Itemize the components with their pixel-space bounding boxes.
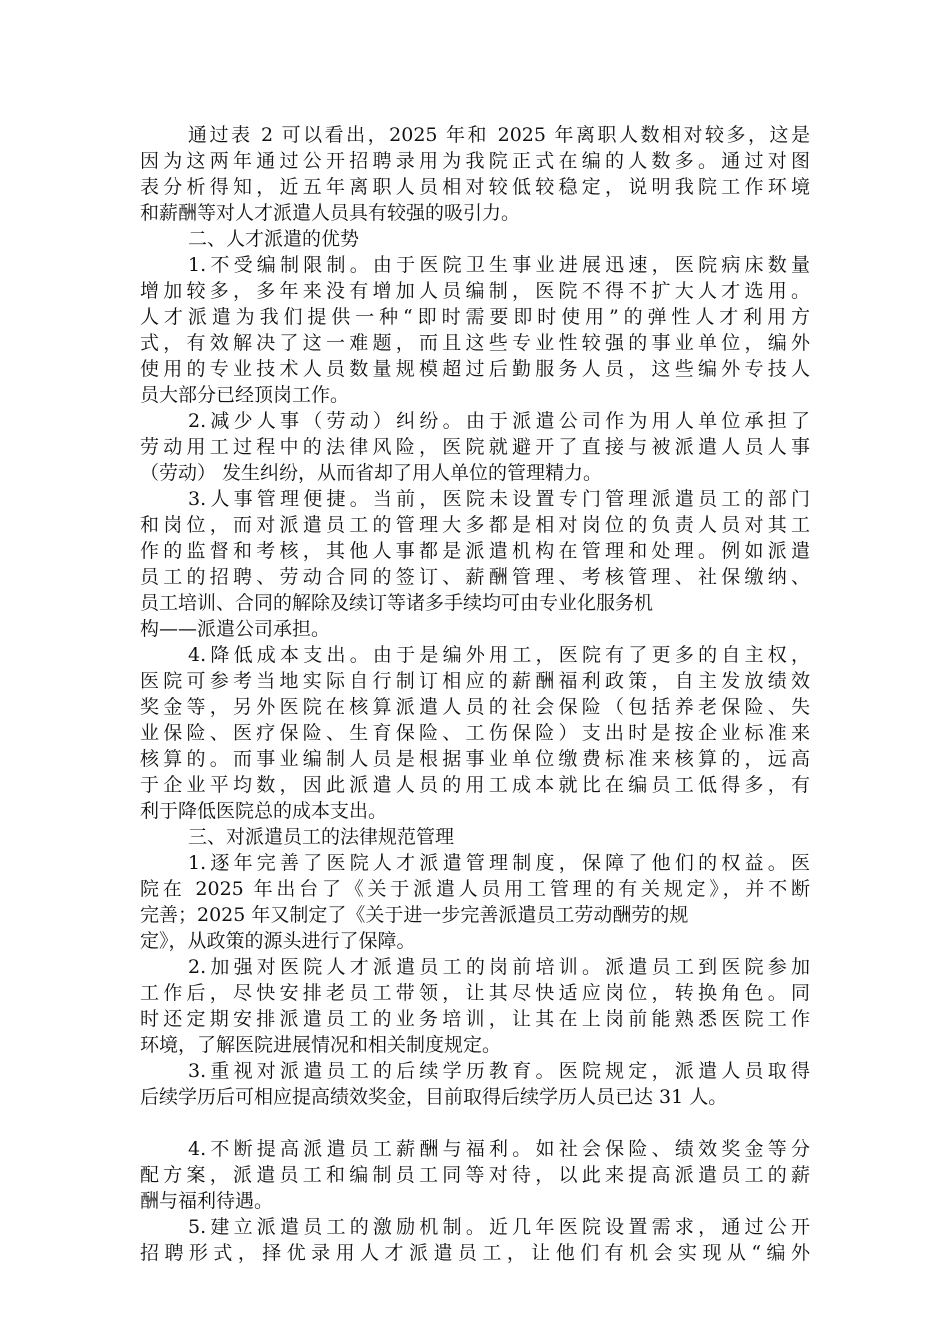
- paragraph-line: 完善；2025 年又制定了《关于进一步完善派遣员工劳动酬劳的规: [140, 904, 689, 926]
- section-heading: 二、人才派遣的优势: [188, 228, 360, 250]
- paragraph-line: 定》，从政策的源头进行了保障。: [140, 930, 416, 952]
- paragraph-line: 招聘形式，择优录用人才派遣员工，让他们有机会实现从“编外: [140, 1242, 810, 1264]
- paragraph-line: 环境，了解医院进展情况和相关制度规定。: [140, 1034, 502, 1056]
- paragraph-line: 增加较多，多年来没有增加人员编制，医院不得不扩大人才选用。: [140, 280, 810, 302]
- paragraph-line: 3.人事管理便捷。当前，医院未设置专门管理派遣员工的部门: [188, 488, 810, 510]
- paragraph-line: 表分析得知，近五年离职人员相对较低较稳定，说明我院工作环境: [140, 176, 810, 198]
- paragraph-line: 人才派遣为我们提供一种“即时需要即时使用”的弹性人才利用方: [140, 306, 810, 328]
- paragraph-line: 时还定期安排派遣员工的业务培训，让其在上岗前能熟悉医院工作: [140, 1008, 810, 1030]
- paragraph-line: 1.逐年完善了医院人才派遣管理制度，保障了他们的权益。医: [188, 852, 810, 874]
- paragraph-line: 院在 2025 年出台了《关于派遣人员用工管理的有关规定》，并不断: [140, 878, 810, 900]
- paragraph-line: 和岗位，而对派遣员工的管理大多都是相对岗位的负责人员对其工: [140, 514, 810, 536]
- paragraph-line: 5.建立派遣员工的激励机制。近几年医院设置需求，通过公开: [188, 1216, 810, 1238]
- paragraph-line: 作的监督和考核，其他人事都是派遣机构在管理和处理。例如派遣: [140, 540, 810, 562]
- paragraph-line: 配方案，派遣员工和编制员工同等对待，以此来提高派遣员工的薪: [140, 1164, 810, 1186]
- paragraph-line: 工作后，尽快安排老员工带领，让其尽快适应岗位，转换角色。同: [140, 982, 810, 1004]
- paragraph-line: 和薪酬等对人才派遣人员具有较强的吸引力。: [140, 202, 521, 224]
- blank-line: [140, 1110, 810, 1136]
- paragraph-line: 4.不断提高派遣员工薪酬与福利。如社会保险、绩效奖金等分: [188, 1138, 810, 1160]
- paragraph-line: 因为这两年通过公开招聘录用为我院正式在编的人数多。通过对图: [140, 150, 810, 172]
- paragraph-line: 奖金等，另外医院在核算派遣人员的社会保险（包括养老保险、失: [140, 696, 810, 718]
- paragraph-line: 构——派遣公司承担。: [140, 618, 331, 640]
- paragraph-line: 医院可参考当地实际自行制订相应的薪酬福利政策，自主发放绩效: [140, 670, 810, 692]
- paragraph-line: 4.降低成本支出。由于是编外用工，医院有了更多的自主权，: [188, 644, 810, 666]
- paragraph-line: 劳动用工过程中的法律风险，医院就避开了直接与被派遣人员人事: [140, 436, 810, 458]
- paragraph-line: 3.重视对派遣员工的后续学历教育。医院规定，派遣人员取得: [188, 1060, 810, 1082]
- paragraph-line: 员大部分已经顶岗工作。: [140, 384, 350, 406]
- paragraph-line: 后续学历后可相应提高绩效奖金，目前取得后续学历人员已达 31 人。: [140, 1086, 728, 1108]
- paragraph-line: 业保险、医疗保险、生育保险、工伤保险）支出时是按企业标准来: [140, 722, 810, 744]
- paragraph-line: 通过表 2 可以看出，2025 年和 2025 年离职人数相对较多，这是: [188, 124, 810, 146]
- paragraph-line: 2.减少人事（劳动）纠纷。由于派遣公司作为用人单位承担了: [188, 410, 810, 432]
- paragraph-line: 核算的。而事业编制人员是根据事业单位缴费标准来核算的，远高: [140, 748, 810, 770]
- paragraph-line: 使用的专业技术人员数量规模超过后勤服务人员，这些编外专技人: [140, 358, 810, 380]
- paragraph-line: （劳动） 发生纠纷，从而省却了用人单位的管理精力。: [140, 462, 603, 484]
- paragraph-line: 利于降低医院总的成本支出。: [140, 800, 388, 822]
- paragraph-line: 1.不受编制限制。由于医院卫生事业进展迅速，医院病床数量: [188, 254, 810, 276]
- paragraph-line: 式，有效解决了这一难题，而且这些专业性较强的事业单位，编外: [140, 332, 810, 354]
- paragraph-line: 于企业平均数，因此派遣人员的用工成本就比在编员工低得多，有: [140, 774, 810, 796]
- section-heading: 三、对派遣员工的法律规范管理: [188, 826, 455, 848]
- paragraph-line: 员工的招聘、劳动合同的签订、薪酬管理、考核管理、社保缴纳、: [140, 566, 810, 588]
- paragraph-line: 2.加强对医院人才派遣员工的岗前培训。派遣员工到医院参加: [188, 956, 810, 978]
- document-body: [140, 122, 810, 1266]
- paragraph-line: 酬与福利待遇。: [140, 1190, 274, 1212]
- paragraph-line: 员工培训、合同的解除及续订等诸多手续均可由专业化服务机: [140, 592, 654, 614]
